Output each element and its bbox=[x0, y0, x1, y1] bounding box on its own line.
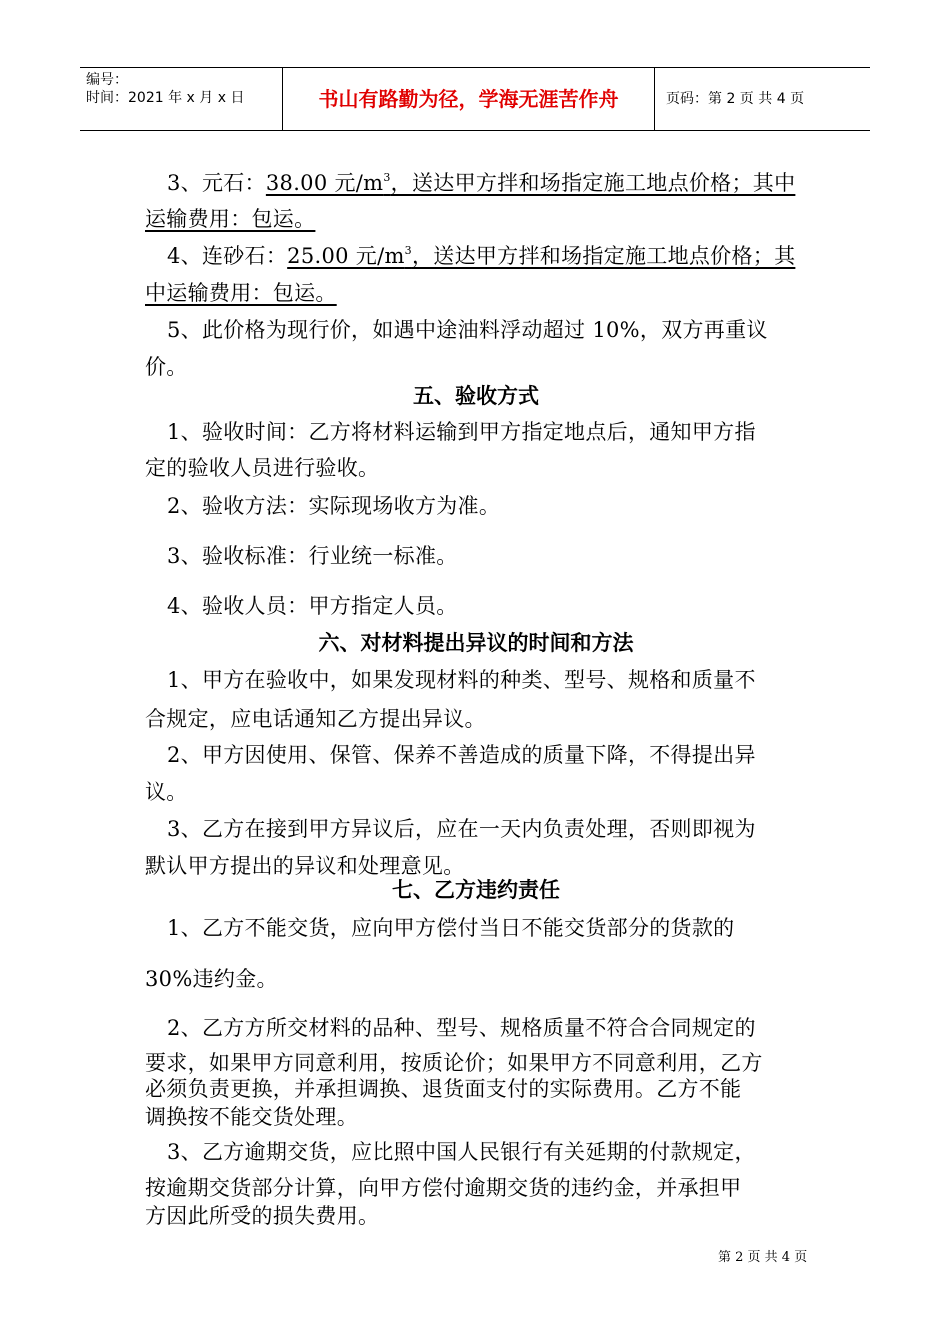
item-value-a: 38.00 元/m bbox=[265, 171, 384, 195]
item-value: 中运输费用：包运。 bbox=[145, 281, 337, 305]
section-5-p1-line2: 定的验收人员进行验收。 bbox=[145, 456, 380, 480]
section-5-p3: 3、验收标准：行业统一标准。 bbox=[167, 544, 458, 568]
item-superscript: 3 bbox=[383, 171, 391, 184]
section-7-title: 七、乙方违约责任 bbox=[392, 877, 560, 902]
section-7-p1-line1: 1、乙方不能交货，应向甲方偿付当日不能交货部分的货款的 bbox=[167, 916, 735, 940]
section-6-p1-line1: 1、甲方在验收中，如果发现材料的种类、型号、规格和质量不 bbox=[167, 668, 756, 692]
header-motto: 书山有路勤为径，学海无涯苦作舟 bbox=[318, 87, 619, 111]
item-value-a: 25.00 元/m bbox=[287, 244, 405, 268]
document-header bbox=[80, 67, 870, 131]
section-5-title: 五、验收方式 bbox=[413, 383, 539, 408]
section-7-p3-line1: 3、乙方逾期交货，应比照中国人民银行有关延期的付款规定， bbox=[167, 1140, 756, 1164]
section-6-p3-line2: 默认甲方提出的异议和处理意见。 bbox=[145, 854, 465, 878]
header-page-info: 页码：第 2 页 共 4 页 bbox=[666, 91, 805, 107]
section-7-p2-line1: 2、乙方方所交材料的品种、型号、规格质量不符合合同规定的 bbox=[167, 1016, 756, 1040]
price-item-5-line2: 价。 bbox=[145, 355, 188, 379]
section-5-p1-line1: 1、验收时间：乙方将材料运输到甲方指定地点后，通知甲方指 bbox=[167, 420, 756, 444]
item-value: 运输费用：包运。 bbox=[145, 207, 316, 231]
item-superscript: 3 bbox=[404, 244, 412, 257]
item-value-b: ，送达甲方拌和场指定施工地点价格；其中 bbox=[390, 171, 796, 195]
section-6-p1-line2: 合规定，应电话通知乙方提出异议。 bbox=[145, 707, 486, 731]
number-label: 编号： bbox=[86, 72, 128, 88]
price-item-4-line1 bbox=[167, 240, 795, 270]
section-6-p3-line1: 3、乙方在接到甲方异议后，应在一天内负责处理，否则即视为 bbox=[167, 817, 756, 841]
section-6-p2-line2: 议。 bbox=[145, 780, 188, 804]
item-value bbox=[266, 171, 796, 195]
section-6-title: 六、对材料提出异议的时间和方法 bbox=[318, 630, 634, 655]
price-item-5-line1: 5、此价格为现行价，如遇中途油料浮动超过 10%，双方再重议 bbox=[167, 318, 768, 342]
section-7-p2-line2: 要求，如果甲方同意利用，按质论价；如果甲方不同意利用，乙方 bbox=[145, 1051, 763, 1075]
section-5-p2: 2、验收方法：实际现场收方为准。 bbox=[167, 494, 501, 518]
price-item-3-line2 bbox=[145, 203, 315, 233]
item-prefix: 3、元石： bbox=[167, 171, 266, 195]
page-footer: 第 2 页 共 4 页 bbox=[718, 1250, 808, 1265]
item-value-b: ，送达甲方拌和场指定施工地点价格；其 bbox=[411, 244, 796, 268]
item-prefix: 4、连砂石： bbox=[167, 244, 288, 268]
section-5-p4: 4、验收人员：甲方指定人员。 bbox=[167, 594, 458, 618]
section-7-p2-line4: 调换按不能交货处理。 bbox=[145, 1105, 358, 1129]
section-7-p3-line3: 方因此所受的损失费用。 bbox=[145, 1204, 380, 1228]
price-item-3-line1 bbox=[167, 167, 795, 197]
header-meta bbox=[80, 68, 282, 130]
price-item-4-line2 bbox=[145, 277, 337, 307]
time-label: 时间：2021 年 x 月 x 日 bbox=[86, 90, 245, 106]
item-value bbox=[287, 244, 795, 268]
header-divider bbox=[654, 68, 655, 130]
section-7-p3-line2: 按逾期交货部分计算，向甲方偿付逾期交货的违约金，并承担甲 bbox=[145, 1176, 742, 1200]
section-7-p2-line3: 必须负责更换，并承担调换、退货面支付的实际费用。乙方不能 bbox=[145, 1077, 742, 1101]
section-7-p1-line2: 30%违约金。 bbox=[145, 967, 278, 991]
section-6-p2-line1: 2、甲方因使用、保管、保养不善造成的质量下降，不得提出异 bbox=[167, 743, 756, 767]
